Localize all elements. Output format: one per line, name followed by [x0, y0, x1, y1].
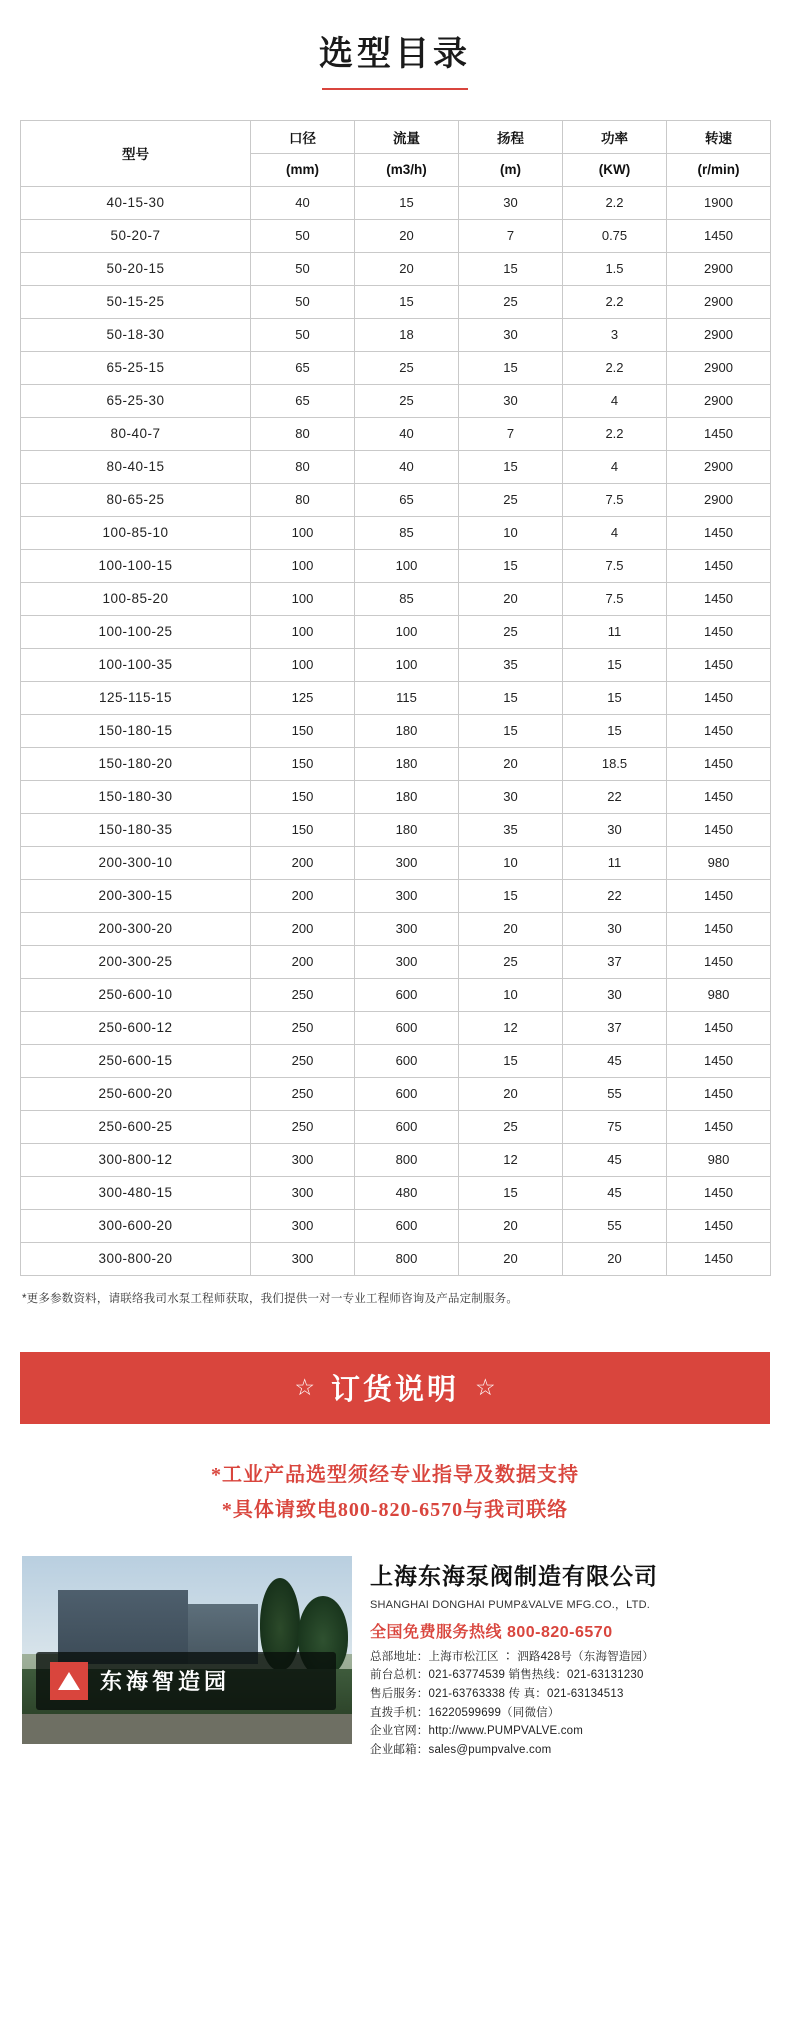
cell-model: 150-180-30 — [21, 780, 251, 813]
contact-line: 总部地址：上海市松江区 ∶ 泗路428号（东海智造园） — [370, 1650, 654, 1663]
cell-model: 125-115-15 — [21, 681, 251, 714]
table-row — [21, 978, 771, 1011]
cell-value: 600 — [355, 1110, 459, 1143]
cell-value: 15 — [563, 681, 667, 714]
cell-value: 15 — [459, 714, 563, 747]
cell-value: 65 — [355, 483, 459, 516]
donghai-triangle-logo-icon — [50, 1662, 88, 1700]
cell-model: 150-180-35 — [21, 813, 251, 846]
cell-value: 1450 — [667, 912, 771, 945]
table-row — [21, 285, 771, 318]
cell-value: 30 — [563, 912, 667, 945]
notice-line-2: *具体请致电800-820-6570与我司联络 — [221, 1498, 569, 1521]
cell-model: 300-480-15 — [21, 1176, 251, 1209]
cell-value: 180 — [355, 747, 459, 780]
table-row — [21, 615, 771, 648]
header-row — [21, 120, 771, 153]
cell-value: 40 — [251, 186, 355, 219]
star-icon-left: ☆ — [294, 1374, 315, 1401]
cell-value: 30 — [459, 186, 563, 219]
cell-value: 7 — [459, 219, 563, 252]
cell-value: 55 — [563, 1209, 667, 1242]
cell-value: 980 — [667, 1143, 771, 1176]
company-name-en: SHANGHAI DONGHAI PUMP&VALVE MFG.CO.，LTD. — [370, 1598, 650, 1611]
cell-value: 12 — [459, 1143, 563, 1176]
cell-value: 10 — [459, 978, 563, 1011]
cell-model: 100-100-35 — [21, 648, 251, 681]
cell-value: 80 — [251, 417, 355, 450]
table-row — [21, 1077, 771, 1110]
cell-value: 12 — [459, 1011, 563, 1044]
cell-value: 150 — [251, 780, 355, 813]
cell-value: 1450 — [667, 582, 771, 615]
cell-value: 15 — [459, 879, 563, 912]
table-row — [21, 318, 771, 351]
table-row — [21, 681, 771, 714]
cell-value: 300 — [355, 945, 459, 978]
cell-value: 10 — [459, 516, 563, 549]
cell-value: 7.5 — [563, 483, 667, 516]
cell-value: 1450 — [667, 1044, 771, 1077]
cell-value: 45 — [563, 1143, 667, 1176]
cell-model: 80-40-15 — [21, 450, 251, 483]
cell-value: 30 — [459, 780, 563, 813]
cell-value: 55 — [563, 1077, 667, 1110]
cell-model: 250-600-10 — [21, 978, 251, 1011]
cell-value: 22 — [563, 780, 667, 813]
cell-value: 1450 — [667, 1110, 771, 1143]
column-header-flow: 流量 — [355, 120, 459, 153]
cell-value: 30 — [563, 813, 667, 846]
cell-value: 11 — [563, 846, 667, 879]
table-row — [21, 846, 771, 879]
cell-value: 1450 — [667, 648, 771, 681]
banner-title: 订货说明 — [330, 1374, 459, 1407]
spec-table-head — [21, 120, 771, 186]
hotline: 全国免费服务热线 800-820-6570 — [370, 1623, 613, 1641]
cell-value: 0.75 — [563, 219, 667, 252]
notice-block — [0, 1458, 790, 1528]
column-header-head: 扬程 — [459, 120, 563, 153]
cell-model: 100-85-10 — [21, 516, 251, 549]
cell-value: 30 — [459, 384, 563, 417]
cell-value: 1450 — [667, 417, 771, 450]
cell-model: 100-100-15 — [21, 549, 251, 582]
cell-value: 2.2 — [563, 186, 667, 219]
cell-value: 20 — [459, 747, 563, 780]
cell-value: 180 — [355, 780, 459, 813]
cell-model: 200-300-15 — [21, 879, 251, 912]
cell-value: 150 — [251, 747, 355, 780]
cell-value: 20 — [355, 219, 459, 252]
cell-value: 10 — [459, 846, 563, 879]
cell-value: 1.5 — [563, 252, 667, 285]
table-row — [21, 879, 771, 912]
cell-model: 80-40-7 — [21, 417, 251, 450]
table-row — [21, 912, 771, 945]
cell-value: 15 — [563, 648, 667, 681]
cell-value: 20 — [459, 912, 563, 945]
cell-value: 25 — [459, 615, 563, 648]
table-row — [21, 483, 771, 516]
cell-value: 1900 — [667, 186, 771, 219]
cell-value: 800 — [355, 1242, 459, 1275]
cell-value: 3 — [563, 318, 667, 351]
signboard-text: 东海智造园 — [100, 1669, 231, 1695]
cell-value: 115 — [355, 681, 459, 714]
cell-value: 2.2 — [563, 417, 667, 450]
cell-value: 45 — [563, 1044, 667, 1077]
cell-value: 1450 — [667, 1176, 771, 1209]
contact-line: 售后服务：021-63763338 传 真：021-63134513 — [370, 1688, 624, 1701]
cell-model: 250-600-12 — [21, 1011, 251, 1044]
photo-signboard — [36, 1652, 336, 1710]
cell-value: 300 — [355, 846, 459, 879]
cell-model: 50-20-7 — [21, 219, 251, 252]
cell-value: 7 — [459, 417, 563, 450]
cell-value: 150 — [251, 714, 355, 747]
cell-value: 40 — [355, 450, 459, 483]
footer — [0, 1556, 790, 1780]
cell-value: 2900 — [667, 450, 771, 483]
column-header-speed: 转速 — [667, 120, 771, 153]
cell-value: 200 — [251, 945, 355, 978]
notice-line-1: *工业产品选型须经专业指导及数据支持 — [211, 1463, 579, 1486]
column-header-power: 功率 — [563, 120, 667, 153]
cell-value: 20 — [459, 1077, 563, 1110]
cell-value: 2900 — [667, 285, 771, 318]
cell-model: 65-25-30 — [21, 384, 251, 417]
cell-model: 200-300-10 — [21, 846, 251, 879]
cell-value: 980 — [667, 978, 771, 1011]
table-note: *更多参数资料，请联络我司水泵工程师获取，我们提供一对一专业工程师咨询及产品定制服务。 — [22, 1292, 519, 1305]
table-row — [21, 1176, 771, 1209]
cell-value: 15 — [459, 351, 563, 384]
cell-value: 25 — [459, 1110, 563, 1143]
spec-table — [20, 120, 771, 1276]
cell-value: 2.2 — [563, 351, 667, 384]
cell-model: 100-100-25 — [21, 615, 251, 648]
cell-value: 80 — [251, 483, 355, 516]
contact-line: 企业邮箱：sales@pumpvalve.com — [370, 1743, 552, 1756]
cell-model: 40-15-30 — [21, 186, 251, 219]
cell-value: 1450 — [667, 549, 771, 582]
table-row — [21, 1044, 771, 1077]
cell-value: 1450 — [667, 1242, 771, 1275]
cell-value: 1450 — [667, 747, 771, 780]
unit-power: (KW) — [563, 153, 667, 186]
cell-model: 100-85-20 — [21, 582, 251, 615]
table-row — [21, 648, 771, 681]
cell-value: 7.5 — [563, 582, 667, 615]
cell-value: 250 — [251, 978, 355, 1011]
cell-model: 80-65-25 — [21, 483, 251, 516]
cell-value: 50 — [251, 285, 355, 318]
table-row — [21, 186, 771, 219]
title-underline — [322, 88, 468, 90]
table-row — [21, 384, 771, 417]
contact-line: 前台总机：021-63774539 销售热线：021-63131230 — [370, 1669, 644, 1682]
cell-model: 150-180-20 — [21, 747, 251, 780]
table-row — [21, 516, 771, 549]
cell-value: 250 — [251, 1077, 355, 1110]
cell-value: 25 — [459, 483, 563, 516]
table-row — [21, 747, 771, 780]
cell-model: 65-25-15 — [21, 351, 251, 384]
table-row — [21, 219, 771, 252]
cell-value: 15 — [459, 549, 563, 582]
spec-table-wrapper — [20, 120, 770, 1276]
cell-value: 15 — [459, 450, 563, 483]
cell-value: 300 — [251, 1209, 355, 1242]
cell-value: 37 — [563, 1011, 667, 1044]
cell-model: 200-300-20 — [21, 912, 251, 945]
cell-value: 2900 — [667, 483, 771, 516]
cell-model: 50-18-30 — [21, 318, 251, 351]
table-row — [21, 351, 771, 384]
cell-value: 20 — [459, 1242, 563, 1275]
cell-value: 4 — [563, 384, 667, 417]
cell-value: 15 — [459, 252, 563, 285]
cell-value: 180 — [355, 714, 459, 747]
table-row — [21, 252, 771, 285]
table-row — [21, 582, 771, 615]
cell-value: 1450 — [667, 1209, 771, 1242]
factory-photo — [22, 1556, 352, 1744]
table-row — [21, 1011, 771, 1044]
cell-value: 2.2 — [563, 285, 667, 318]
cell-value: 1450 — [667, 1077, 771, 1110]
cell-value: 300 — [251, 1176, 355, 1209]
contact-line: 企业官网：http://www.PUMPVALVE.com — [370, 1725, 584, 1738]
cell-value: 480 — [355, 1176, 459, 1209]
cell-value: 25 — [459, 945, 563, 978]
cell-value: 35 — [459, 813, 563, 846]
cell-value: 100 — [251, 549, 355, 582]
cell-model: 250-600-15 — [21, 1044, 251, 1077]
cell-value: 15 — [355, 285, 459, 318]
cell-value: 1450 — [667, 879, 771, 912]
cell-model: 250-600-20 — [21, 1077, 251, 1110]
cell-value: 25 — [355, 384, 459, 417]
cell-value: 20 — [355, 252, 459, 285]
cell-value: 50 — [251, 252, 355, 285]
cell-value: 100 — [251, 615, 355, 648]
cell-value: 100 — [251, 648, 355, 681]
cell-value: 980 — [667, 846, 771, 879]
company-name-cn: 上海东海泵阀制造有限公司 — [370, 1563, 658, 1589]
cell-value: 300 — [251, 1143, 355, 1176]
cell-value: 18.5 — [563, 747, 667, 780]
table-row — [21, 1242, 771, 1275]
cell-value: 65 — [251, 351, 355, 384]
cell-value: 25 — [459, 285, 563, 318]
cell-value: 50 — [251, 318, 355, 351]
cell-value: 45 — [563, 1176, 667, 1209]
cell-value: 35 — [459, 648, 563, 681]
cell-value: 1450 — [667, 516, 771, 549]
column-header-model: 型号 — [21, 120, 251, 186]
cell-model: 50-15-25 — [21, 285, 251, 318]
cell-value: 40 — [355, 417, 459, 450]
cell-value: 250 — [251, 1044, 355, 1077]
cell-value: 250 — [251, 1011, 355, 1044]
table-row — [21, 945, 771, 978]
cell-value: 65 — [251, 384, 355, 417]
cell-value: 600 — [355, 1209, 459, 1242]
cell-value: 300 — [251, 1242, 355, 1275]
unit-head: (m) — [459, 153, 563, 186]
cell-value: 1450 — [667, 219, 771, 252]
company-info — [370, 1556, 768, 1760]
cell-value: 100 — [355, 615, 459, 648]
cell-value: 800 — [355, 1143, 459, 1176]
photo-road — [22, 1714, 352, 1744]
cell-value: 200 — [251, 846, 355, 879]
table-row — [21, 417, 771, 450]
order-instructions-banner — [20, 1352, 770, 1424]
cell-value: 37 — [563, 945, 667, 978]
contact-line: 直拨手机：16220599699（同微信） — [370, 1706, 560, 1719]
cell-value: 1450 — [667, 1011, 771, 1044]
table-row — [21, 1209, 771, 1242]
table-row — [21, 714, 771, 747]
page-title: 选型目录 — [319, 35, 471, 73]
cell-value: 600 — [355, 1044, 459, 1077]
cell-value: 4 — [563, 450, 667, 483]
unit-speed: (r/min) — [667, 153, 771, 186]
cell-value: 2900 — [667, 318, 771, 351]
cell-value: 200 — [251, 879, 355, 912]
cell-value: 1450 — [667, 813, 771, 846]
unit-flow: (m3/h) — [355, 153, 459, 186]
table-row — [21, 1110, 771, 1143]
cell-value: 1450 — [667, 780, 771, 813]
cell-value: 25 — [355, 351, 459, 384]
cell-model: 200-300-25 — [21, 945, 251, 978]
cell-value: 80 — [251, 450, 355, 483]
unit-bore: (mm) — [251, 153, 355, 186]
cell-value: 30 — [459, 318, 563, 351]
table-row — [21, 780, 771, 813]
cell-value: 1450 — [667, 945, 771, 978]
cell-value: 100 — [251, 582, 355, 615]
cell-value: 15 — [563, 714, 667, 747]
contact-list — [370, 1648, 768, 1760]
cell-value: 180 — [355, 813, 459, 846]
cell-value: 20 — [459, 1209, 563, 1242]
page-title-block — [0, 0, 790, 90]
cell-model: 300-800-20 — [21, 1242, 251, 1275]
cell-value: 100 — [355, 648, 459, 681]
cell-value: 2900 — [667, 384, 771, 417]
column-header-bore: 口径 — [251, 120, 355, 153]
star-icon-right: ☆ — [475, 1374, 496, 1401]
table-row — [21, 1143, 771, 1176]
cell-value: 18 — [355, 318, 459, 351]
cell-value: 200 — [251, 912, 355, 945]
cell-value: 15 — [459, 681, 563, 714]
table-row — [21, 549, 771, 582]
cell-value: 2900 — [667, 252, 771, 285]
cell-value: 50 — [251, 219, 355, 252]
cell-value: 100 — [355, 549, 459, 582]
cell-value: 2900 — [667, 351, 771, 384]
table-row — [21, 450, 771, 483]
cell-model: 250-600-25 — [21, 1110, 251, 1143]
cell-value: 75 — [563, 1110, 667, 1143]
cell-value: 15 — [355, 186, 459, 219]
cell-value: 1450 — [667, 615, 771, 648]
cell-value: 15 — [459, 1044, 563, 1077]
cell-model: 300-800-12 — [21, 1143, 251, 1176]
cell-value: 20 — [459, 582, 563, 615]
cell-value: 600 — [355, 1011, 459, 1044]
cell-value: 22 — [563, 879, 667, 912]
cell-value: 300 — [355, 879, 459, 912]
cell-value: 600 — [355, 978, 459, 1011]
cell-value: 125 — [251, 681, 355, 714]
table-row — [21, 813, 771, 846]
cell-value: 4 — [563, 516, 667, 549]
spec-table-body — [21, 186, 771, 1275]
cell-model: 50-20-15 — [21, 252, 251, 285]
cell-value: 7.5 — [563, 549, 667, 582]
cell-value: 1450 — [667, 681, 771, 714]
cell-value: 300 — [355, 912, 459, 945]
cell-model: 150-180-15 — [21, 714, 251, 747]
cell-value: 15 — [459, 1176, 563, 1209]
cell-value: 11 — [563, 615, 667, 648]
cell-value: 85 — [355, 582, 459, 615]
cell-value: 1450 — [667, 714, 771, 747]
cell-value: 250 — [251, 1110, 355, 1143]
cell-value: 100 — [251, 516, 355, 549]
cell-value: 30 — [563, 978, 667, 1011]
cell-value: 600 — [355, 1077, 459, 1110]
cell-value: 85 — [355, 516, 459, 549]
cell-model: 300-600-20 — [21, 1209, 251, 1242]
cell-value: 150 — [251, 813, 355, 846]
cell-value: 20 — [563, 1242, 667, 1275]
